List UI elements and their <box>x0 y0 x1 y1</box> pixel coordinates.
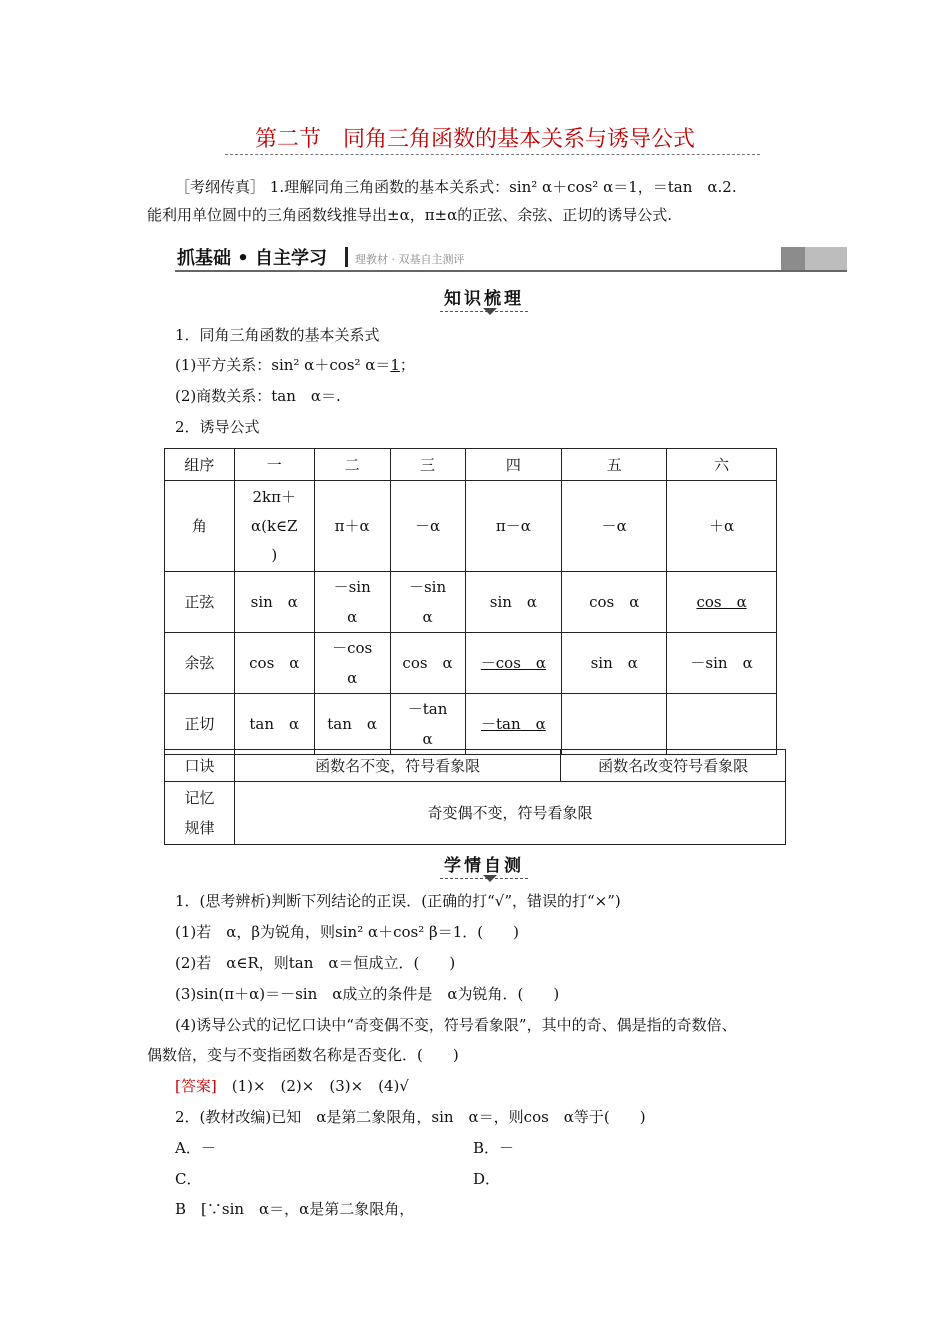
item-2: 2．诱导公式 <box>175 418 260 436</box>
option-c: C． <box>175 1170 202 1188</box>
section-heading-knowledge: 知识梳理 <box>440 284 528 312</box>
table-cell: ＋α <box>667 481 777 572</box>
table-cell: π－α <box>465 481 562 572</box>
table-row-rule <box>165 782 786 845</box>
question-1-2: (2)若 α∈R，则tan α＝恒成立．( ) <box>175 954 456 972</box>
table-cell: 2kπ＋ α(k∈Z ) <box>234 481 314 572</box>
table-row-tan <box>165 694 777 755</box>
table-cell: 函数名不变，符号看象限 <box>234 750 560 782</box>
question-1-4-cont: 偶数倍，变与不变指函数名称是否变化．( ) <box>147 1046 459 1064</box>
table-row-mnemonic <box>165 750 786 782</box>
option-a: A．－ <box>175 1139 216 1157</box>
table-cell: －sin α <box>667 633 777 694</box>
table-row-sin <box>165 572 777 633</box>
row-label-line-1: 记忆 <box>184 789 215 807</box>
item-1a-answer: 1 <box>390 356 400 374</box>
heading-arrow-icon <box>483 308 497 315</box>
row-label-line-2: 规律 <box>184 819 215 837</box>
item-1: 1．同角三角函数的基本关系式 <box>175 326 380 344</box>
banner-separator <box>345 247 348 267</box>
item-1a <box>175 354 415 376</box>
table-cell: sin α <box>234 572 314 633</box>
table-header: 四 <box>465 449 562 481</box>
item-1b: (2)商数关系：tan α＝. <box>175 387 341 405</box>
table-cell: tan α <box>314 694 390 755</box>
banner-block-light <box>805 247 847 270</box>
banner-subtitle: 理教材 · 双基自主测评 <box>355 253 465 266</box>
table-header: 二 <box>314 449 390 481</box>
banner-title: 抓基础 • 自主学习 <box>177 248 328 269</box>
table-cell: －α <box>562 481 667 572</box>
section-heading-selftest: 学情自测 <box>440 851 528 879</box>
table-header: 五 <box>562 449 667 481</box>
row-label: 余弦 <box>165 633 235 694</box>
table-cell: sin α <box>465 572 562 633</box>
table-cell: tan α <box>234 694 314 755</box>
table-cell: －α <box>390 481 465 572</box>
question-1-3: (3)sin(π＋α)＝－sin α成立的条件是 α为锐角．( ) <box>175 985 560 1003</box>
item-1a-end: ； <box>399 356 415 374</box>
table-cell: －cos α <box>314 633 390 694</box>
row-label <box>165 782 235 845</box>
table-cell-answer: －cos α <box>465 633 562 694</box>
table-header: 三 <box>390 449 465 481</box>
table-cell-answer: －tan α <box>465 694 562 755</box>
table-header: 组序 <box>165 449 235 481</box>
option-b: B．－ <box>473 1139 515 1157</box>
table-header-row <box>165 449 777 481</box>
answer-text: (1)× (2)× (3)× (4)√ <box>216 1077 409 1095</box>
formula-table <box>164 448 777 755</box>
row-label: 正切 <box>165 694 235 755</box>
answer-tag: [答案] <box>175 1077 217 1095</box>
table-cell: －sin α <box>314 572 390 633</box>
row-label: 口诀 <box>165 750 235 782</box>
intro-line-1 <box>175 176 737 198</box>
table-row-cos <box>165 633 777 694</box>
option-d: D． <box>473 1170 501 1188</box>
table-row-angle <box>165 481 777 572</box>
question-2: 2．(教材改编)已知 α是第二象限角，sin α＝，则cos α等于( ) <box>175 1108 646 1126</box>
intro-tag: ［考纲传真］ <box>175 178 266 196</box>
banner-underline <box>175 270 847 272</box>
table-header: 一 <box>234 449 314 481</box>
question-1-1: (1)若 α，β为锐角，则sin² α＋cos² β＝1．( ) <box>175 923 519 941</box>
table-cell: －sin α <box>390 572 465 633</box>
question-1: 1．(思考辨析)判断下列结论的正误．(正确的打“√”，错误的打“×”) <box>175 892 621 910</box>
row-label: 正弦 <box>165 572 235 633</box>
table-cell: cos α <box>390 633 465 694</box>
table-cell-answer: cos α <box>667 572 777 633</box>
row-label: 角 <box>165 481 235 572</box>
intro-line-2: 能利用单位圆中的三角函数线推导出±α，π±α的正弦、余弦、正切的诱导公式. <box>147 206 673 224</box>
answer-line <box>175 1075 409 1097</box>
table-cell <box>562 694 667 755</box>
heading-arrow-icon <box>483 875 497 882</box>
question-1-4: (4)诱导公式的记忆口诀中“奇变偶不变，符号看象限”，其中的奇、偶是指的奇数倍、 <box>175 1016 737 1034</box>
table-cell: 奇变偶不变，符号看象限 <box>234 782 785 845</box>
mnemonic-table <box>164 749 786 845</box>
table-cell: sin α <box>562 633 667 694</box>
table-cell: －tan α <box>390 694 465 755</box>
item-1a-text: (1)平方关系：sin² α＋cos² α＝ <box>175 356 391 374</box>
table-cell: cos α <box>562 572 667 633</box>
intro-text-1: 1.理解同角三角函数的基本关系式：sin² α＋cos² α＝1，＝tan α.2. <box>265 178 737 196</box>
table-cell: 函数名改变符号看象限 <box>561 750 786 782</box>
solution-line: B [∵sin α＝，α是第二象限角， <box>175 1200 415 1218</box>
section-banner <box>175 244 847 272</box>
table-cell <box>667 694 777 755</box>
page-title: 第二节 同角三角函数的基本关系与诱导公式 <box>254 127 695 152</box>
banner-block-dark <box>781 247 805 270</box>
table-header: 六 <box>667 449 777 481</box>
table-cell: cos α <box>234 633 314 694</box>
title-divider <box>225 154 760 155</box>
table-cell: π＋α <box>314 481 390 572</box>
